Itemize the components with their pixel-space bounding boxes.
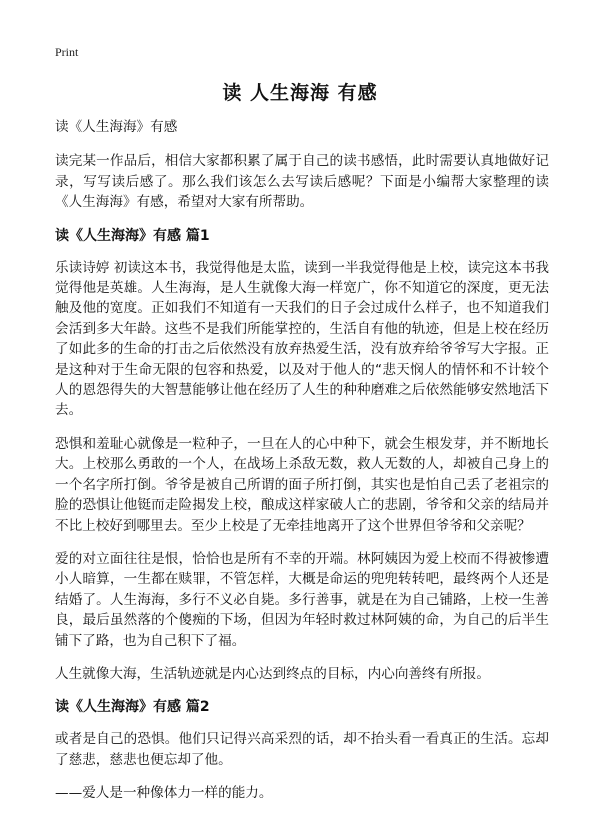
section-1-paragraph-4: 人生就像大海，生活轨迹就是内心达到终点的目标，内心向善终有所报。	[55, 665, 490, 682]
print-link[interactable]: Print	[55, 45, 79, 59]
section-1-paragraph-3: 爱的对立面往往是恨，恰恰也是所有不幸的开端。林阿姨因为爱上校而不得被惨遭小人暗算，一生都在赎罪，不管怎样，大概是命运的兜兜转转吧，最终两个人还是结婚了。人生海海，多行不义必自毙。多行善事，就是在为自己铺路，上校一生善良，最后虽然落的个傻痴的下场，但因为年轻时救过林阿姨的命，为自己的后半生铺下了路，也为自己积下了福。	[55, 550, 549, 649]
section-2-heading: 读《人生海海》有感 篇2	[55, 699, 210, 716]
section-2-paragraph-1: 或者是自己的恐惧。他们只记得兴高采烈的话，却不抬头看一看真正的生活。忘却了慈悲，慈悲也便忘却了他。	[55, 731, 549, 768]
intro-paragraph: 读完某一作品后，相信大家都积累了属于自己的读书感悟，此时需要认真地做好记录，写写读后感了。那么我们该怎么去写读后感呢？下面是小编帮大家整理的读《人生海海》有感，希望对大家有所帮助。	[55, 153, 549, 211]
section-1-paragraph-1: 乐读诗婷 初读这本书，我觉得他是太监，读到一半我觉得他是上校，读完这本书我觉得他是英雄。人生海海，是人生就像大海一样宽广，你不知道它的深度，更无法触及他的宽度。正如我们不知道有一天我们的日子会过成什么样子，也不知道我们会活到多大年龄。这些不是我们所能掌控的，生活自有他的轨迹，但是上校在经历了如此多的生命的打击之后依然没有放弃热爱生活，没有放弃给爷爷写大字报。正是这种对于生命无限的包容和热爱，以及对于他人的“悲天悯人的情怀和不计较个人的恩怨得失的大智慧能够让他在经历了人生的种种磨难之后依然能够安然地活下去。	[55, 259, 549, 419]
article-subtitle: 读《人生海海》有感	[55, 119, 178, 135]
section-1-heading: 读《人生海海》有感 篇1	[55, 227, 210, 244]
section-1-paragraph-2: 恐惧和羞耻心就像是一粒种子，一旦在人的心中种下，就会生根发芽，并不断地长大。上校那么勇敢的一个人，在战场上杀敌无数，救人无数的人，却被自己身上的一个名字所打倒。爷爷是被自己所谓的面子所打倒，其实也是怕自己丢了老祖宗的脸的恐惧让他铤而走险揭发上校，酿成这样家破人亡的悲剧，爷爷和父亲的结局并不比上校好到哪里去。至少上校是了无牵挂地离开了这个世界但爷爷和父亲呢？	[55, 435, 549, 534]
section-2-paragraph-2: ——爱人是一种像体力一样的能力。	[55, 785, 273, 802]
article-body	[55, 117, 549, 817]
page-title: 读 人生海海 有感	[222, 82, 378, 104]
